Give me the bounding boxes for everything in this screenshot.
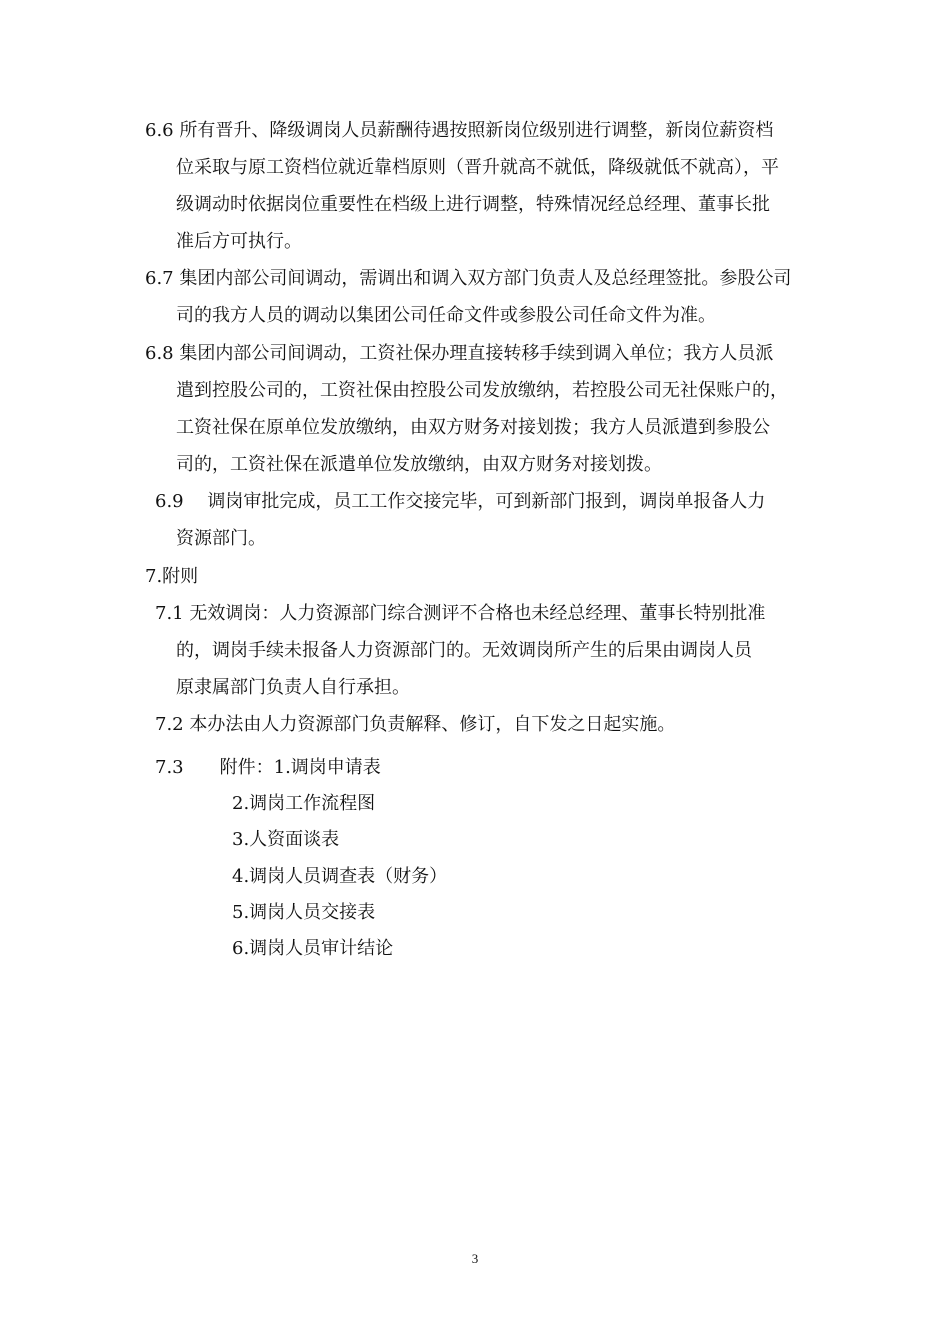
attachment-item: 5.调岗人员交接表 bbox=[232, 902, 376, 923]
clause-7-2: 7.2 本办法由人力资源部门负责解释、修订，自下发之日起实施。 bbox=[155, 714, 676, 735]
clause-6-7-line-1: 6.7 集团内部公司间调动，需调出和调入双方部门负责人及总经理签批。参股公司 bbox=[145, 268, 792, 289]
clause-6-8-line-1: 6.8 集团内部公司间调动，工资社保办理直接转移手续到调入单位；我方人员派 bbox=[145, 343, 774, 364]
clause-6-9-line-2: 资源部门。 bbox=[176, 528, 266, 549]
clause-6-8-line-3: 工资社保在原单位发放缴纳，由双方财务对接划拨；我方人员派遣到参股公 bbox=[176, 417, 770, 438]
attachment-item: 6.调岗人员审计结论 bbox=[232, 938, 394, 959]
clause-6-6-line-2: 位采取与原工资档位就近靠档原则（晋升就高不就低，降级就低不就高），平 bbox=[176, 157, 779, 178]
clause-6-6-line-1: 6.6 所有晋升、降级调岗人员薪酬待遇按照新岗位级别进行调整，新岗位薪资档 bbox=[145, 120, 774, 141]
clause-6-7-line-2: 司的我方人员的调动以集团公司任命文件或参股公司任命文件为准。 bbox=[176, 305, 716, 326]
clause-7-1-line-1: 7.1 无效调岗：人力资源部门综合测评不合格也未经总经理、董事长特别批准 bbox=[155, 603, 766, 624]
attachment-item: 2.调岗工作流程图 bbox=[232, 793, 376, 814]
clause-6-6-line-4: 准后方可执行。 bbox=[176, 231, 302, 252]
clause-7-1-line-2: 的，调岗手续未报备人力资源部门的。无效调岗所产生的后果由调岗人员 bbox=[176, 640, 752, 661]
clause-6-6-line-3: 级调动时依据岗位重要性在档级上进行调整，特殊情况经总经理、董事长批 bbox=[176, 194, 770, 215]
section-7-heading: 7.附则 bbox=[145, 566, 199, 587]
page-number: 3 bbox=[471, 1251, 479, 1266]
attachment-item: 3.人资面谈表 bbox=[232, 829, 340, 850]
attachment-item: 4.调岗人员调查表（财务） bbox=[232, 866, 448, 887]
clause-7-1-line-3: 原隶属部门负责人自行承担。 bbox=[176, 677, 410, 698]
clause-6-8-line-2: 遣到控股公司的，工资社保由控股公司发放缴纳，若控股公司无社保账户的， bbox=[176, 380, 788, 401]
clause-7-3-attachments: 7.3 附件：1.调岗申请表 bbox=[155, 757, 381, 778]
clause-6-8-line-4: 司的，工资社保在派遣单位发放缴纳，由双方财务对接划拨。 bbox=[176, 454, 662, 475]
clause-6-9-line-1: 6.9 调岗审批完成，员工工作交接完毕，可到新部门报到，调岗单报备人力 bbox=[155, 491, 766, 512]
